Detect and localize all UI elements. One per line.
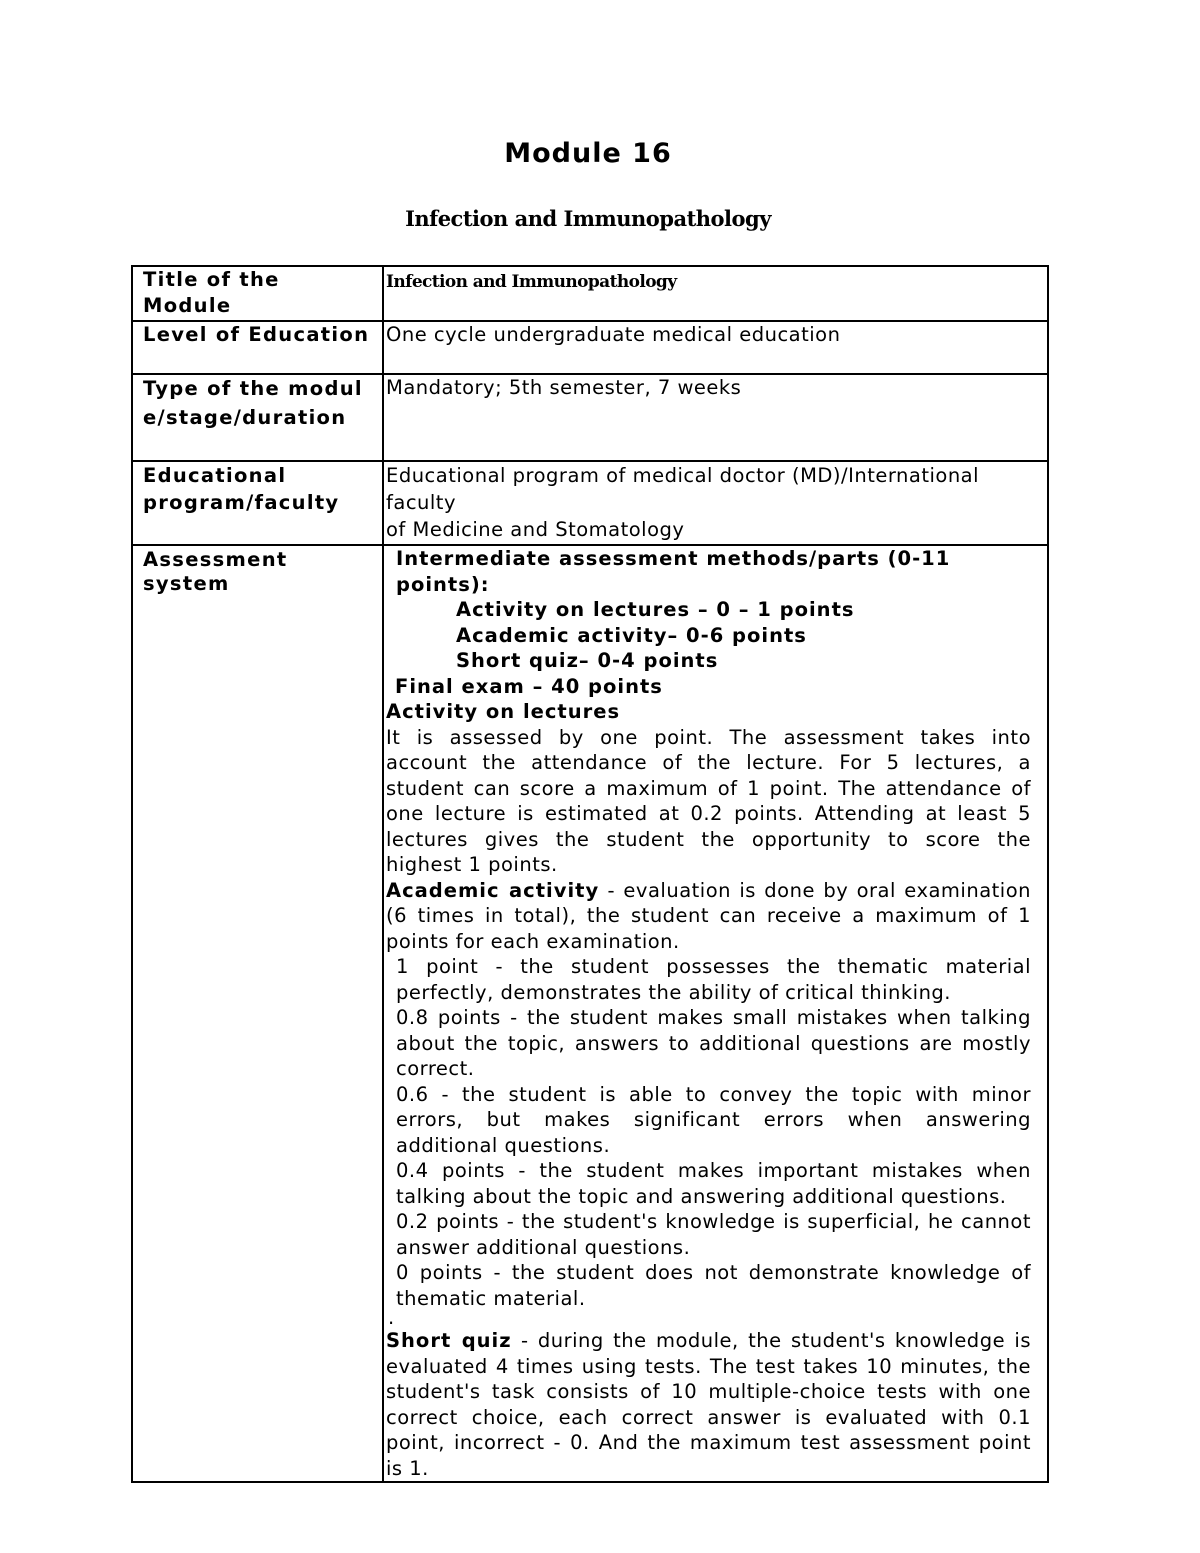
row-label <box>132 374 383 461</box>
lectures-text: It is assessed by one point. The assessment takes into account the attendance of the lecture. For 5 lectures, a student can score a maximum of 1 point. The attendance of one lecture is estimated at 0.2 points. Attending at least 5 lectures gives the student the opportunity to score the highest 1 points. <box>386 725 1031 876</box>
grade-item: 1 point - the student possesses the thematic material perfectly, demonstrates the ability of critical thinking. <box>396 955 1031 1004</box>
part-item: Activity on lectures – 0 – 1 points <box>456 598 855 621</box>
quiz-text: - during the module, the student's knowledge is evaluated 4 times using tests. The test takes 10 minutes, the student's task consists of 10 multiple-choice tests with one correct choice, each correct answer is evaluated with 0.1 point, incorrect - 0. And the maximum test assessment point is 1. <box>386 1329 1031 1480</box>
grade-item: 0 points - the student does not demonstrate knowledge of thematic material. <box>396 1261 1031 1310</box>
grade-item: 0.4 points - the student makes important mistakes when talking about the topic and answering additional questions. <box>396 1159 1031 1208</box>
program-line-2: of Medicine and Stomatology <box>386 518 685 541</box>
row-label: Assessment system <box>132 545 383 1482</box>
academic-paragraph <box>386 878 1031 955</box>
module-info-table <box>131 265 1049 1483</box>
assessment-cell <box>383 545 1048 1482</box>
program-line-1: Educational program of medical doctor (MD)/International faculty <box>386 464 980 514</box>
separator-dot: . <box>388 1306 395 1329</box>
intermediate-heading: Intermediate assessment methods/parts (0-11 points): <box>396 547 951 596</box>
grade-item: 0.6 - the student is able to convey the topic with minor errors, but makes significant errors when answering additional questions. <box>396 1082 1031 1157</box>
final-exam: Final exam – 40 points <box>395 674 663 698</box>
row-value: One cycle undergraduate medical education <box>383 321 1048 374</box>
row-label: Title of the Module <box>132 266 383 321</box>
row-label: Educational program/faculty <box>132 461 383 545</box>
part-item: Academic activity– 0-6 points <box>456 623 807 647</box>
grade-item: 0.8 points - the student makes small mistakes when talking about the topic, answers to additional questions are mostly correct. <box>396 1006 1031 1080</box>
academic-text: - evaluation is done by oral examination (6 times in total), the student can receive a maximum of 1 points for each examination. <box>386 878 1032 953</box>
row-value <box>383 461 1048 545</box>
module-title: Module 16 <box>504 138 672 169</box>
grade-item: 0.2 points - the student's knowledge is superficial, he cannot answer additional questions. <box>396 1210 1031 1259</box>
lectures-heading: Activity on lectures <box>386 700 621 723</box>
quiz-heading: Short quiz <box>386 1329 512 1352</box>
row-label-text: Type of the module/stage/duration <box>143 377 363 429</box>
module-title-value: Infection and Immunopathology <box>386 272 677 292</box>
table-row <box>132 461 1048 545</box>
table-row <box>132 321 1048 374</box>
row-label: Level of Education <box>132 321 383 374</box>
table-row <box>132 545 1048 1482</box>
module-subtitle: Infection and Immunopathology <box>405 206 771 231</box>
part-item: Short quiz– 0-4 points <box>456 649 719 672</box>
table-row <box>132 374 1048 461</box>
quiz-paragraph <box>386 1328 1031 1481</box>
row-value <box>383 266 1048 321</box>
table-row <box>132 266 1048 321</box>
academic-heading: Academic activity <box>386 878 600 902</box>
row-value: Mandatory; 5th semester, 7 weeks <box>383 374 1048 461</box>
